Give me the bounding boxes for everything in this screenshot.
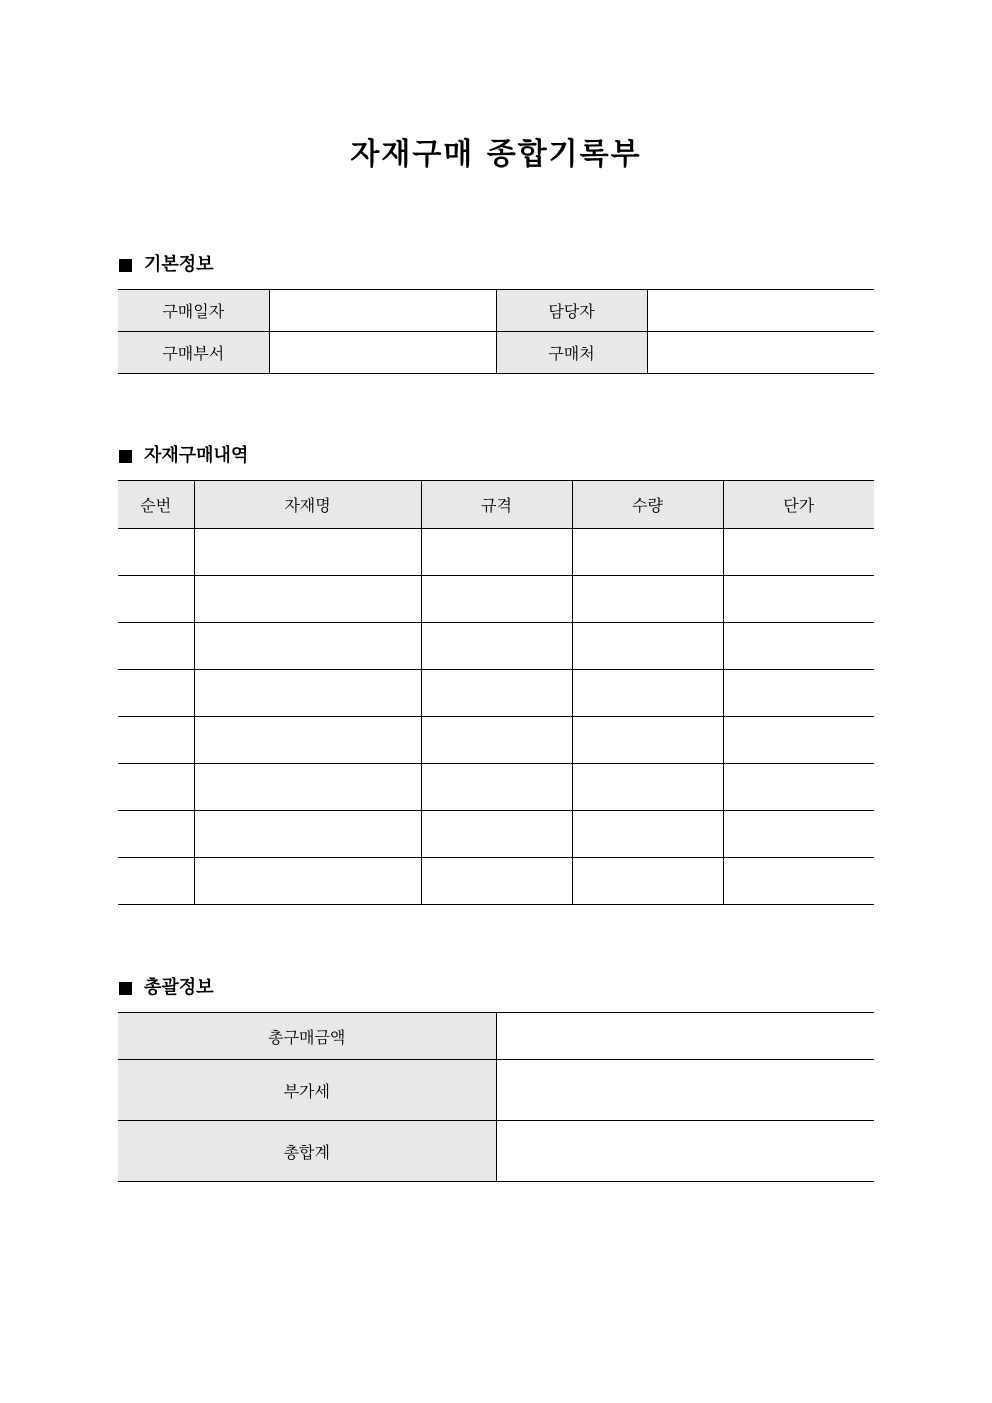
- spec-cell[interactable]: [421, 811, 572, 858]
- table-row: [118, 1121, 874, 1182]
- grand-total-label: 총합계: [118, 1121, 496, 1182]
- spec-cell[interactable]: [421, 623, 572, 670]
- seq-cell[interactable]: [118, 764, 194, 811]
- material-cell[interactable]: [194, 811, 421, 858]
- price-cell[interactable]: [723, 623, 874, 670]
- column-header-seq: 순번: [118, 481, 194, 529]
- qty-cell[interactable]: [572, 858, 723, 905]
- table-row: [118, 670, 874, 717]
- section-heading-items-text: 자재구매내역: [144, 445, 249, 466]
- material-cell[interactable]: [194, 576, 421, 623]
- price-cell[interactable]: [723, 576, 874, 623]
- items-table-body: [118, 529, 874, 905]
- square-bullet-icon: [119, 982, 132, 995]
- seq-cell[interactable]: [118, 858, 194, 905]
- price-cell[interactable]: [723, 670, 874, 717]
- column-header-price: 단가: [723, 481, 874, 529]
- purchase-date-field[interactable]: [269, 290, 496, 332]
- table-row: [118, 332, 874, 374]
- section-heading-summary-text: 총괄정보: [144, 977, 214, 998]
- page-title: 자재구매 종합기록부: [350, 137, 642, 172]
- seq-cell[interactable]: [118, 670, 194, 717]
- column-header-material: 자재명: [194, 481, 421, 529]
- price-cell[interactable]: [723, 811, 874, 858]
- section-heading-summary: [119, 976, 214, 1000]
- purchase-date-label: 구매일자: [118, 290, 269, 332]
- items-table: [118, 480, 874, 905]
- seq-cell[interactable]: [118, 623, 194, 670]
- total-purchase-label: 총구매금액: [118, 1013, 496, 1060]
- table-row: [118, 717, 874, 764]
- summary-table: [118, 1012, 874, 1182]
- table-row: [118, 858, 874, 905]
- seq-cell[interactable]: [118, 529, 194, 576]
- spec-cell[interactable]: [421, 529, 572, 576]
- material-cell[interactable]: [194, 764, 421, 811]
- table-row: [118, 623, 874, 670]
- seq-cell[interactable]: [118, 811, 194, 858]
- table-row: [118, 529, 874, 576]
- column-header-spec: 규격: [421, 481, 572, 529]
- material-cell[interactable]: [194, 529, 421, 576]
- price-cell[interactable]: [723, 529, 874, 576]
- qty-cell[interactable]: [572, 529, 723, 576]
- material-cell[interactable]: [194, 717, 421, 764]
- table-row: [118, 1013, 874, 1060]
- material-cell[interactable]: [194, 670, 421, 717]
- department-label: 구매부서: [118, 332, 269, 374]
- qty-cell[interactable]: [572, 764, 723, 811]
- column-header-qty: 수량: [572, 481, 723, 529]
- table-row: [118, 811, 874, 858]
- basic-info-table: [118, 289, 874, 374]
- material-cell[interactable]: [194, 858, 421, 905]
- grand-total-field[interactable]: [496, 1121, 874, 1182]
- vendor-field[interactable]: [647, 332, 874, 374]
- price-cell[interactable]: [723, 717, 874, 764]
- qty-cell[interactable]: [572, 576, 723, 623]
- spec-cell[interactable]: [421, 576, 572, 623]
- spec-cell[interactable]: [421, 764, 572, 811]
- vat-field[interactable]: [496, 1060, 874, 1121]
- square-bullet-icon: [119, 450, 132, 463]
- department-field[interactable]: [269, 332, 496, 374]
- total-purchase-field[interactable]: [496, 1013, 874, 1060]
- table-header-row: [118, 481, 874, 529]
- price-cell[interactable]: [723, 858, 874, 905]
- qty-cell[interactable]: [572, 811, 723, 858]
- table-row: [118, 1060, 874, 1121]
- material-cell[interactable]: [194, 623, 421, 670]
- vat-label: 부가세: [118, 1060, 496, 1121]
- seq-cell[interactable]: [118, 717, 194, 764]
- square-bullet-icon: [119, 259, 132, 272]
- spec-cell[interactable]: [421, 858, 572, 905]
- seq-cell[interactable]: [118, 576, 194, 623]
- section-heading-basic-text: 기본정보: [144, 254, 214, 275]
- table-row: [118, 576, 874, 623]
- qty-cell[interactable]: [572, 623, 723, 670]
- spec-cell[interactable]: [421, 717, 572, 764]
- manager-label: 담당자: [496, 290, 647, 332]
- table-row: [118, 764, 874, 811]
- section-heading-basic: [119, 253, 214, 277]
- qty-cell[interactable]: [572, 717, 723, 764]
- qty-cell[interactable]: [572, 670, 723, 717]
- table-row: [118, 290, 874, 332]
- section-heading-items: [119, 444, 248, 468]
- manager-field[interactable]: [647, 290, 874, 332]
- price-cell[interactable]: [723, 764, 874, 811]
- vendor-label: 구매처: [496, 332, 647, 374]
- spec-cell[interactable]: [421, 670, 572, 717]
